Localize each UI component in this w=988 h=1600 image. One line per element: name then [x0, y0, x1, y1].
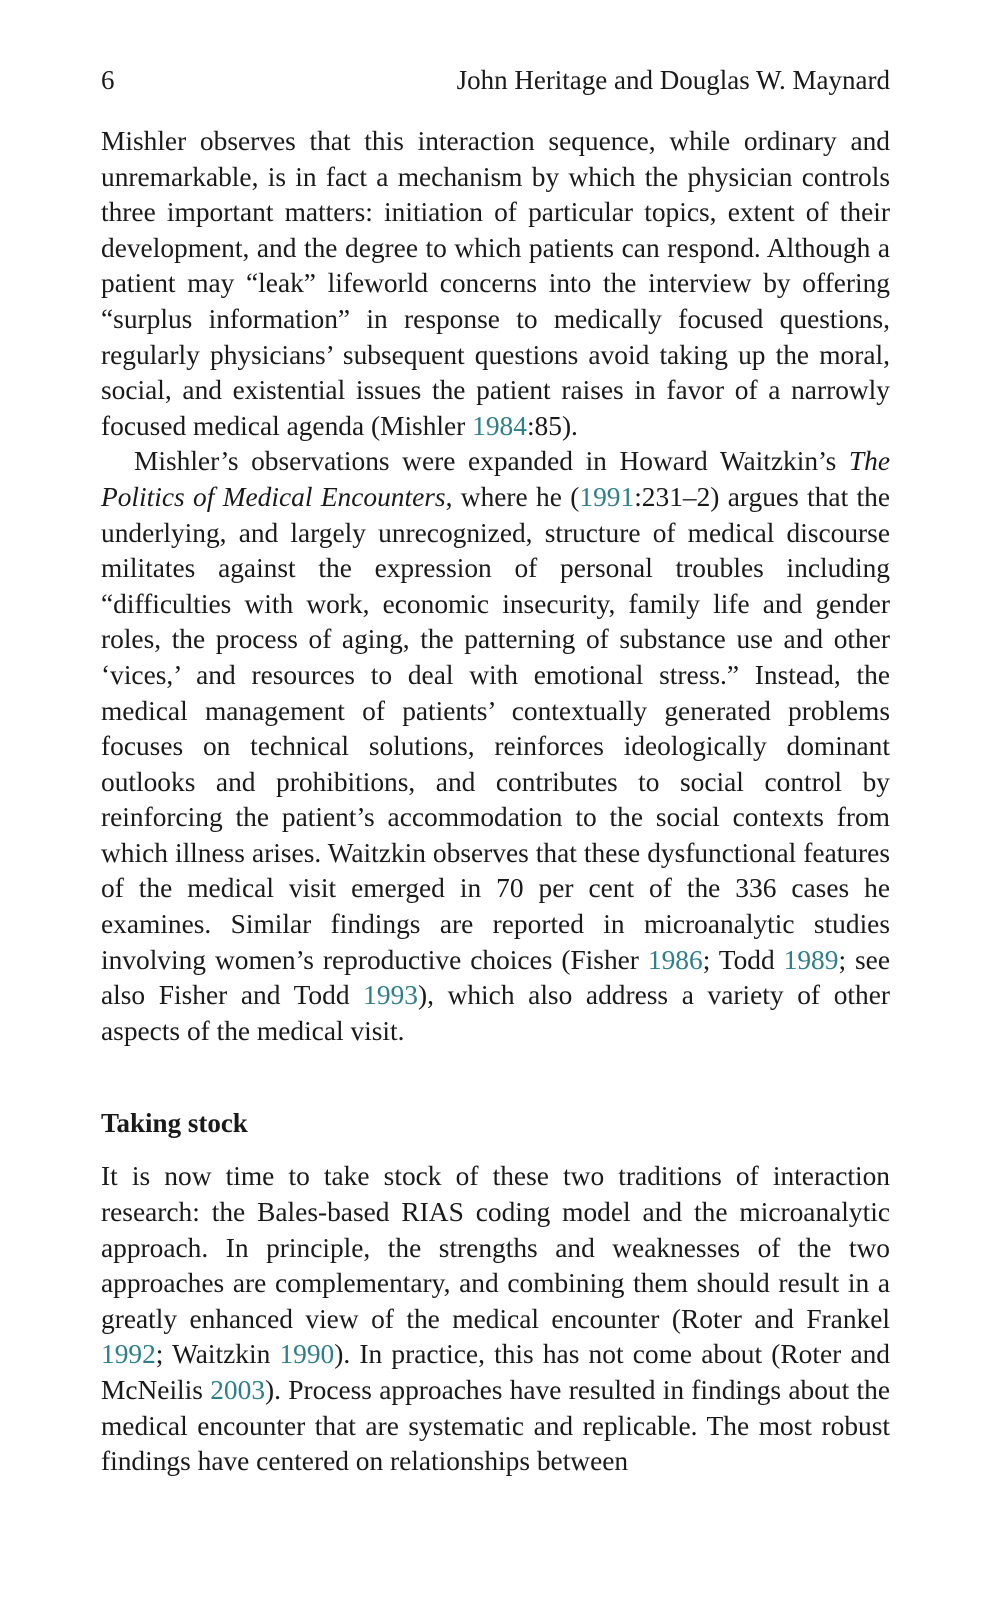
citation-link[interactable]: 1991 — [579, 481, 635, 512]
text-run: Mishler observes that this interaction sequence, while ordinary and unremarkable, is in fact a mechanism by which the physician controls three important matters: initiation of particular topics, extent of their development, and the degree to which patients can respond. Although a patient may “leak” lifeworld concerns into the interview by offering “surplus information” in response to medically focused questions, regularly physicians’ subsequent questions avoid taking up the moral, social, and existential issues the patient raises in favor of a narrowly focused medical agenda (Mishler — [101, 126, 890, 441]
body-text — [101, 124, 890, 1480]
text-run: ). In practice, this has not come about (Roter and McNeilis — [101, 1339, 890, 1405]
text-run: :231–2) argues that the underlying, and largely unrecognized, structure of medical discourse militates against the expression of personal troubles including “difficulties with work, economic insecurity, family life and gender roles, the process of aging, the patterning of substance use and other ‘vices,’ and resources to deal with emotional stress.” Instead, the medical management of patients’ contextually generated problems focuses on technical solutions, reinforces ideologically dominant outlooks and prohibitions, and contributes to social control by reinforcing the patient’s accommodation to the social contexts from which illness arises. Waitzkin observes that these dysfunctional features of the medical visit emerged in 70 per cent of the 336 cases he examines. Similar findings are reported in microanalytic studies involving women’s reproductive choices (Fisher — [101, 481, 891, 975]
citation-link[interactable]: 1984 — [472, 410, 527, 441]
paragraph-taking-stock — [101, 1159, 890, 1479]
text-run: :85). — [526, 410, 578, 441]
citation-link[interactable]: 1989 — [783, 944, 839, 975]
citation-link[interactable]: 1992 — [101, 1339, 156, 1370]
section-heading: Taking stock — [101, 1108, 248, 1139]
citation-link[interactable]: 2003 — [210, 1375, 266, 1405]
text-run: Mishler’s observations were expanded in Howard Waitzkin’s — [134, 446, 849, 477]
page-number: 6 — [101, 65, 115, 95]
book-title: The Politics of Medical Encounters — [101, 446, 890, 512]
citation-link[interactable]: 1993 — [363, 980, 418, 1011]
paragraph-waitzkin — [101, 444, 890, 1049]
running-head: John Heritage and Douglas W. Maynard — [456, 65, 890, 95]
citation-link[interactable]: 1986 — [647, 944, 703, 975]
text-run: ; see also Fisher and Todd — [101, 944, 890, 1011]
text-run: ; Todd — [702, 944, 784, 975]
citation-link[interactable]: 1990 — [279, 1339, 335, 1370]
text-run: ), which also address a variety of other aspects of the medical visit. — [101, 980, 890, 1046]
text-run: , where he ( — [445, 481, 580, 512]
text-run: It is now time to take stock of these two traditions of interaction research: the Bales-based RIAS coding model and the microanalytic approach. In principle, the strengths and weaknesses of the two approaches are complementary, and combining them should result in a greatly enhanced view of the medical encounter (Roter and Frankel — [101, 1161, 890, 1334]
text-run: ). Process approaches have resulted in findings about the medical encounter that are systematic and replicable. The most robust findings have centered on relationships between — [101, 1375, 890, 1477]
paragraph-mishler — [101, 124, 890, 444]
text-run: ; Waitzkin — [155, 1339, 280, 1370]
